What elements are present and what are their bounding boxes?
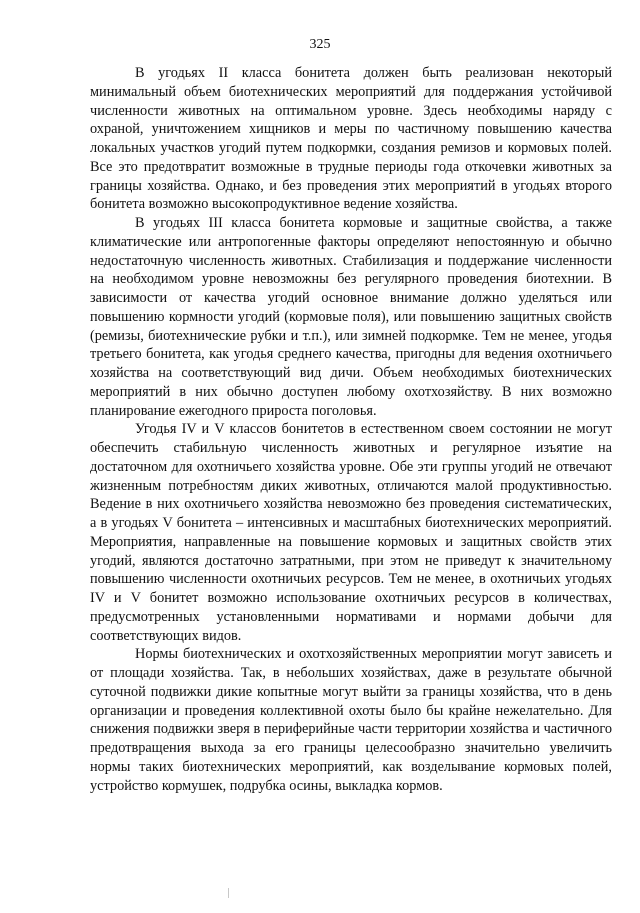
paragraph-class-3: В угодьях III класса бонитета кормовые и защитные свойства, а также климатические или антропогенные факторы определяют непостоянную и обычно недостаточную численность животных. Стабилизация и поддержание численности на необходимом уровне невозможны без регулярного проведения биотехнии. В зависимости от качества угодий основное внимание должно уделяться или повышению кормности угодий (кормовые поля), или повышению защитных свойств (ремизы, биотехнические рубки и т.п.), или зимней подкормке. Тем не менее, угодья третьего бонитета, как угодья среднего качества, пригодны для ведения охотничьего хозяйства на соответствующий вид дичи. Объем необходимых биотехнических мероприятий в них обычно доступен любому охотхозяйству. В них возможно планирование ежегодного прироста поголовья. [90,215,612,419]
scan-artifact-mark [228,888,229,898]
paragraph-class-2: В угодьях II класса бонитета должен быть реализован некоторый минимальный объем биотехнических мероприятий для поддержания устойчивой численности животных на оптимальном уровне. Здесь необходимы наряду с охраной, уничтожением хищников и меры по частичному повышению качества локальных участков угодий путем подкормки, создания ремизов и кормовых полей. Все это предотвратит возможные в трудные периоды года откочевки животных за границы хозяйства. Однако, и без проведения этих мероприятий в угодьях второго бонитета возможно высокопродуктивное ведение хозяйства. [90,65,612,213]
page-number: 325 [309,37,331,52]
paragraph-class-4-5: Угодья IV и V классов бонитетов в естественном своем состоянии не могут обеспечить стабильную численность животных и регулярное изъятие на достаточном для охотничьего хозяйства уровне. Обе эти группы угодий не отвечают жизненным потребностям диких животных, отличаются малой продуктивностью. Ведение в них охотничьего хозяйства невозможно без проведения систематических, а в угодьях V бонитета – интенсивных и масштабных биотехнических мероприятий. Мероприятия, направленные на повышение кормовых и защитных свойств этих угодий, являются достаточно затратными, при этом не приведут к значительному повышению численности охотничьих ресурсов. Тем не менее, в охотничьих угодьях IV и V бонитет возможно использование охотничьих ресурсов в количествах, предусмотренных установленными нормативами и нормами добычи для соответствующих видов. [90,421,612,644]
paragraph-area-norms: Нормы биотехнических и охотхозяйственных мероприятии могут зависеть и от площади хозяйства. Так, в небольших хозяйствах, даже в результате обычной суточной подвижки дикие копытные могут выйти за границы хозяйства, что в день организации и проведения коллективной охоты было бы крайне нежелательно. Для снижения подвижки зверя в периферийные части территории хозяйства и частичного предотвращения выхода за его границы целесообразно значительно увеличить нормы таких биотехнических мероприятий, как возделывание кормовых полей, устройство кормушек, подрубка осины, выкладка кормов. [90,646,612,794]
body-text [90,64,612,795]
